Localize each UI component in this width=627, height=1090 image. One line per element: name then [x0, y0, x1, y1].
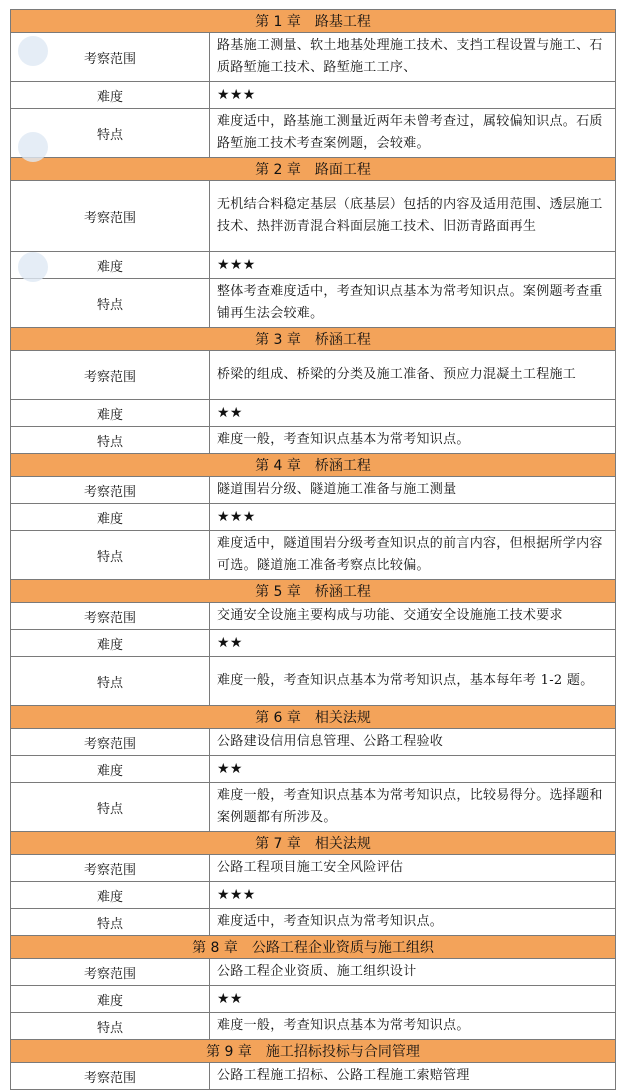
row-label: 难度: [11, 252, 210, 279]
row-label: 特点: [11, 427, 210, 454]
row-label: 特点: [11, 909, 210, 936]
table-row: [11, 855, 616, 882]
chapter-header: [11, 936, 616, 959]
row-label: 难度: [11, 504, 210, 531]
table-row: [11, 400, 616, 427]
row-value: 整体考查难度适中，考查知识点基本为常考知识点。案例题考查重铺再生法会较难。: [210, 279, 616, 328]
table-row: [11, 1063, 616, 1090]
row-value: 路基施工测量、软土地基处理施工技术、支挡工程设置与施工、石质路堑施工技术、路堑施工工序、: [210, 33, 616, 82]
table-row: [11, 252, 616, 279]
table-row: [11, 603, 616, 630]
row-value: 公路工程项目施工安全风险评估: [210, 855, 616, 882]
table-row: [11, 729, 616, 756]
exam-analysis-table-container: [10, 9, 615, 1090]
table-row: [11, 82, 616, 109]
row-label: 特点: [11, 109, 210, 158]
table-row: [11, 630, 616, 657]
row-label: 特点: [11, 531, 210, 580]
table-row: [11, 1013, 616, 1040]
table-row: [11, 756, 616, 783]
chapter-header: [11, 10, 616, 33]
row-label: 难度: [11, 986, 210, 1013]
table-row: [11, 909, 616, 936]
table-row: [11, 181, 616, 252]
chapter-title: 第 2 章 路面工程: [11, 158, 616, 181]
row-value: 难度一般，考查知识点基本为常考知识点，基本每年考 1-2 题。: [210, 657, 616, 706]
chapter-title: 第 8 章 公路工程企业资质与施工组织: [11, 936, 616, 959]
row-label: 考察范围: [11, 729, 210, 756]
chapter-title: 第 3 章 桥涵工程: [11, 328, 616, 351]
row-label: 难度: [11, 400, 210, 427]
row-label: 特点: [11, 1013, 210, 1040]
row-value: 难度一般，考查知识点基本为常考知识点。: [210, 1013, 616, 1040]
table-row: [11, 427, 616, 454]
row-value: 交通安全设施主要构成与功能、交通安全设施施工技术要求: [210, 603, 616, 630]
row-value: 桥梁的组成、桥梁的分类及施工准备、预应力混凝土工程施工: [210, 351, 616, 400]
table-row: [11, 504, 616, 531]
row-value: 难度适中，考查知识点为常考知识点。: [210, 909, 616, 936]
chapter-header: [11, 832, 616, 855]
chapter-title: 第 1 章 路基工程: [11, 10, 616, 33]
table-row: [11, 986, 616, 1013]
row-label: 难度: [11, 882, 210, 909]
table-row: [11, 657, 616, 706]
difficulty-stars: ★★★: [210, 82, 616, 109]
row-label: 考察范围: [11, 959, 210, 986]
row-value: 无机结合料稳定基层（底基层）包括的内容及适用范围、透层施工技术、热拌沥青混合料面层施工技术、旧沥青路面再生: [210, 181, 616, 252]
row-value: 公路工程施工招标、公路工程施工索赔管理: [210, 1063, 616, 1090]
difficulty-stars: ★★★: [210, 504, 616, 531]
row-label: 特点: [11, 279, 210, 328]
row-value: 难度一般，考查知识点基本为常考知识点，比较易得分。选择题和案例题都有所涉及。: [210, 783, 616, 832]
row-label: 难度: [11, 82, 210, 109]
row-label: 考察范围: [11, 603, 210, 630]
table-row: [11, 279, 616, 328]
row-label: 考察范围: [11, 33, 210, 82]
chapter-header: [11, 158, 616, 181]
row-value: 公路建设信用信息管理、公路工程验收: [210, 729, 616, 756]
table-row: [11, 109, 616, 158]
chapter-header: [11, 454, 616, 477]
row-label: 考察范围: [11, 351, 210, 400]
row-value: 公路工程企业资质、施工组织设计: [210, 959, 616, 986]
row-label: 难度: [11, 756, 210, 783]
difficulty-stars: ★★★: [210, 252, 616, 279]
row-value: 难度一般，考查知识点基本为常考知识点。: [210, 427, 616, 454]
table-row: [11, 477, 616, 504]
row-label: 特点: [11, 657, 210, 706]
chapter-title: 第 4 章 桥涵工程: [11, 454, 616, 477]
difficulty-stars: ★★: [210, 400, 616, 427]
row-value: 隧道围岩分级、隧道施工准备与施工测量: [210, 477, 616, 504]
row-label: 特点: [11, 783, 210, 832]
table-row: [11, 882, 616, 909]
chapter-title: 第 9 章 施工招标投标与合同管理: [11, 1040, 616, 1063]
row-label: 考察范围: [11, 1063, 210, 1090]
chapter-title: 第 6 章 相关法规: [11, 706, 616, 729]
difficulty-stars: ★★: [210, 756, 616, 783]
chapter-header: [11, 706, 616, 729]
table-body: [11, 10, 616, 1090]
watermark-logo-icon: [18, 132, 48, 162]
difficulty-stars: ★★★: [210, 882, 616, 909]
chapter-header: [11, 328, 616, 351]
row-label: 考察范围: [11, 855, 210, 882]
table-row: [11, 531, 616, 580]
row-label: 考察范围: [11, 181, 210, 252]
chapter-header: [11, 580, 616, 603]
table-row: [11, 783, 616, 832]
row-value: 难度适中，隧道围岩分级考查知识点的前言内容，但根据所学内容可选。隧道施工准备考察点比较偏。: [210, 531, 616, 580]
row-label: 考察范围: [11, 477, 210, 504]
exam-analysis-table: [10, 9, 616, 1090]
table-row: [11, 33, 616, 82]
row-label: 难度: [11, 630, 210, 657]
chapter-header: [11, 1040, 616, 1063]
row-value: 难度适中，路基施工测量近两年未曾考查过，属较偏知识点。石质路堑施工技术考查案例题，会较难。: [210, 109, 616, 158]
table-row: [11, 959, 616, 986]
difficulty-stars: ★★: [210, 630, 616, 657]
watermark-logo-icon: [18, 252, 48, 282]
watermark-logo-icon: [18, 36, 48, 66]
chapter-title: 第 7 章 相关法规: [11, 832, 616, 855]
chapter-title: 第 5 章 桥涵工程: [11, 580, 616, 603]
table-row: [11, 351, 616, 400]
difficulty-stars: ★★: [210, 986, 616, 1013]
